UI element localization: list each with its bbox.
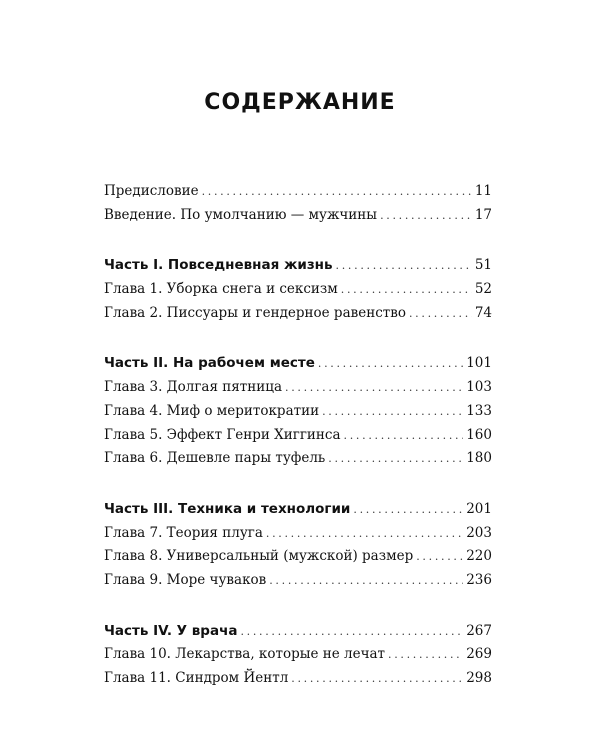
toc-entry-label: Глава 9. Море чуваков — [104, 571, 267, 588]
toc-group-part-4 — [104, 620, 492, 691]
toc-leader-dots — [416, 545, 463, 569]
toc-entry-page: 11 — [474, 183, 492, 199]
toc-entry-label: Предисловие — [104, 183, 199, 199]
toc-part-heading[interactable] — [104, 254, 492, 278]
toc-leader-dots — [202, 180, 472, 204]
toc-entry[interactable] — [104, 278, 492, 302]
toc-entry[interactable] — [104, 424, 492, 448]
toc-entry-label: Глава 10. Лекарства, которые не лечат — [104, 646, 386, 663]
toc-part-heading[interactable] — [104, 620, 492, 644]
toc-leader-dots — [380, 204, 472, 228]
toc-entry[interactable] — [104, 569, 492, 593]
toc-entry-page: 180 — [466, 450, 492, 467]
toc-entry[interactable] — [104, 667, 492, 691]
toc-group-part-3 — [104, 498, 492, 593]
toc-entry[interactable] — [104, 447, 492, 471]
toc-part-page: 101 — [466, 355, 492, 372]
toc-part-label: Часть IV. У врача — [104, 622, 238, 639]
toc-group-intro — [104, 180, 492, 227]
toc-entry[interactable] — [104, 204, 492, 228]
toc-part-label: Часть I. Повседневная жизнь — [104, 257, 333, 274]
toc-entry-page: 74 — [474, 304, 492, 321]
toc-entry-page: 52 — [474, 281, 492, 298]
toc-leader-dots — [285, 376, 463, 400]
toc-leader-dots — [341, 278, 472, 302]
toc-entry-label: Глава 2. Писсуары и гендерное равенство — [104, 304, 406, 321]
toc-entry-label: Глава 11. Синдром Йентл — [104, 670, 289, 686]
toc-leader-dots — [328, 447, 463, 471]
toc-leader-dots — [266, 522, 463, 546]
toc-entry-label: Глава 3. Долгая пятница — [104, 379, 282, 396]
toc-entry[interactable] — [104, 376, 492, 400]
toc-part-page: 201 — [466, 500, 492, 517]
toc-entry-page: 17 — [474, 206, 492, 223]
toc-entry-label: Глава 1. Уборка снега и сексизм — [104, 281, 338, 298]
toc-entry-label: Глава 5. Эффект Генри Хиггинса — [104, 426, 341, 443]
toc-leader-dots — [318, 352, 463, 376]
toc-entry-page: 203 — [466, 524, 492, 541]
toc-leader-dots — [353, 498, 463, 522]
toc-entry-page: 133 — [466, 402, 492, 419]
toc-entry[interactable] — [104, 522, 492, 546]
toc-part-heading[interactable] — [104, 498, 492, 522]
toc-part-page: 51 — [474, 257, 492, 274]
toc-leader-dots — [240, 620, 463, 644]
toc-entry-label: Глава 4. Миф о меритократии — [104, 402, 320, 419]
toc-leader-dots — [322, 400, 463, 424]
toc-leader-dots — [336, 254, 472, 278]
toc-leader-dots — [269, 569, 463, 593]
toc-entry-label: Глава 8. Универсальный (мужской) размер — [104, 548, 414, 565]
toc-entry[interactable] — [104, 302, 492, 326]
toc-leader-dots — [344, 424, 464, 448]
toc-entry-page: 298 — [466, 670, 492, 686]
toc-entry-page: 220 — [466, 548, 492, 565]
toc-entry-label: Глава 6. Дешевле пары туфель — [104, 450, 326, 467]
toc-part-label: Часть II. На рабочем месте — [104, 355, 315, 372]
toc-entry-page: 160 — [466, 426, 492, 443]
toc-group-part-1 — [104, 254, 492, 325]
toc-entry[interactable] — [104, 545, 492, 569]
toc-part-page: 267 — [466, 622, 492, 639]
toc-entry[interactable] — [104, 643, 492, 667]
toc-group-part-2 — [104, 352, 492, 470]
toc-leader-dots — [388, 643, 463, 667]
toc-part-heading[interactable] — [104, 352, 492, 376]
toc-entry-label: Введение. По умолчанию — мужчины — [104, 206, 378, 223]
toc-entry-label: Глава 7. Теория плуга — [104, 524, 263, 541]
toc-leader-dots — [291, 667, 463, 691]
toc-entry-page: 269 — [466, 646, 492, 663]
toc-entry-page: 236 — [466, 571, 492, 588]
toc-part-label: Часть III. Техника и технологии — [104, 500, 351, 517]
toc-leader-dots — [409, 302, 472, 326]
table-of-contents — [104, 180, 492, 691]
page-title: СОДЕРЖАНИЕ — [204, 90, 396, 115]
toc-entry-page: 103 — [466, 379, 492, 396]
toc-entry[interactable] — [104, 400, 492, 424]
toc-entry[interactable] — [104, 180, 492, 204]
